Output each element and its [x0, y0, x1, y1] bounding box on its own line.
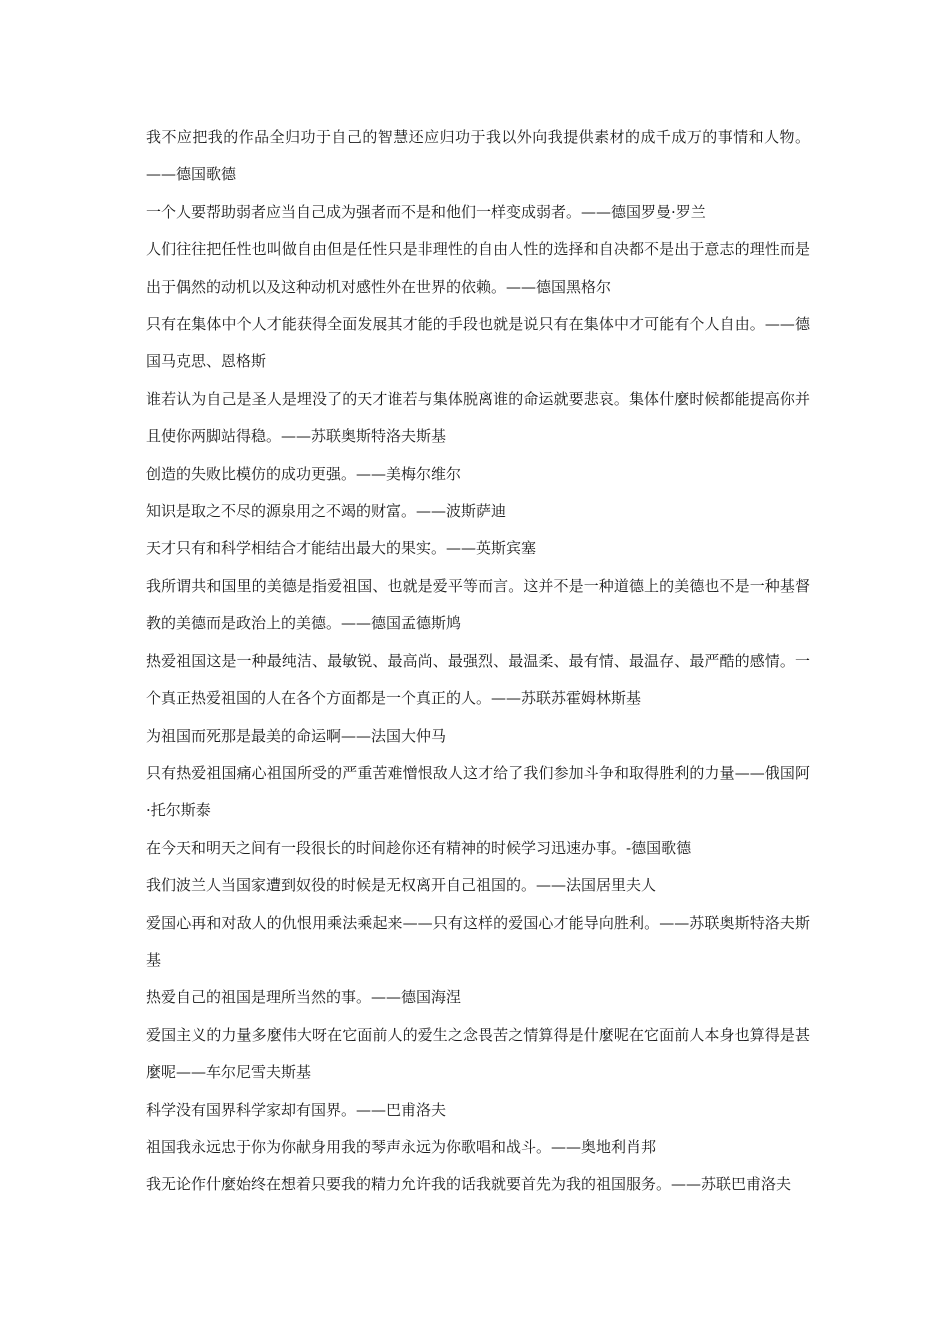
quote-paragraph: 我所谓共和国里的美德是指爱祖国、也就是爱平等而言。这并不是一种道德上的美德也不是一种基督教的美德而是政治上的美德。——德国孟德斯鸠: [146, 576, 810, 633]
quote-paragraph: 科学没有国界科学家却有国界。——巴甫洛夫: [146, 1100, 447, 1119]
quote-paragraph: 爱国主义的力量多麼伟大呀在它面前人的爱生之念畏苦之情算得是什麼呢在它面前人本身也算得是甚麼呢——车尔尼雪夫斯基: [146, 1025, 810, 1082]
quote-paragraph: 热爱自己的祖国是理所当然的事。——德国海涅: [146, 988, 462, 1007]
quote-paragraph: 天才只有和科学相结合才能结出最大的果实。——英斯宾塞: [146, 539, 537, 558]
quote-paragraph: 在今天和明天之间有一段很长的时间趁你还有精神的时候学习迅速办事。-德国歌德: [146, 838, 692, 857]
quote-paragraph: 我不应把我的作品全归功于自己的智慧还应归功于我以外向我提供素材的成千成万的事情和人物。——德国歌德: [146, 128, 810, 184]
quote-paragraph: 只有在集体中个人才能获得全面发展其才能的手段也就是说只有在集体中才可能有个人自由。——德国马克思、恩格斯: [146, 315, 810, 371]
quote-paragraph: 祖国我永远忠于你为你献身用我的琴声永远为你歌唱和战斗。——奥地利肖邦: [146, 1137, 657, 1156]
quote-paragraph: 谁若认为自己是圣人是埋没了的天才谁若与集体脱离谁的命运就要悲哀。集体什麼时候都能提高你并且使你两脚站得稳。——苏联奥斯特洛夫斯基: [146, 389, 810, 446]
quote-paragraph: 人们往往把任性也叫做自由但是任性只是非理性的自由人性的选择和自决都不是出于意志的理性而是出于偶然的动机以及这种动机对感性外在世界的依赖。——德国黑格尔: [146, 240, 810, 296]
quote-paragraph: 爱国心再和对敌人的仇恨用乘法乘起来——只有这样的爱国心才能导向胜利。——苏联奥斯特洛夫斯基: [146, 913, 810, 969]
quote-paragraph: 我无论作什麼始终在想着只要我的精力允许我的话我就要首先为我的祖国服务。——苏联巴甫洛夫: [146, 1175, 792, 1194]
quote-paragraph: 热爱祖国这是一种最纯洁、最敏锐、最高尚、最强烈、最温柔、最有情、最温存、最严酷的感情。一个真正热爱祖国的人在各个方面都是一个真正的人。——苏联苏霍姆林斯基: [146, 651, 810, 708]
quote-paragraph: 我们波兰人当国家遭到奴役的时候是无权离开自己祖国的。——法国居里夫人: [146, 876, 657, 895]
quote-paragraph: 一个人要帮助弱者应当自己成为强者而不是和他们一样变成弱者。——德国罗曼·罗兰: [146, 202, 706, 221]
quote-paragraph: 创造的失败比模仿的成功更强。——美梅尔维尔: [146, 464, 462, 483]
quote-list: [146, 119, 810, 1204]
quote-paragraph: 为祖国而死那是最美的命运啊——法国大仲马: [146, 726, 447, 745]
quote-paragraph: 只有热爱祖国痛心祖国所受的严重苦难憎恨敌人这才给了我们参加斗争和取得胜利的力量——俄国阿·托尔斯泰: [146, 763, 810, 820]
quote-paragraph: 知识是取之不尽的源泉用之不竭的财富。——波斯萨迪: [146, 502, 507, 521]
